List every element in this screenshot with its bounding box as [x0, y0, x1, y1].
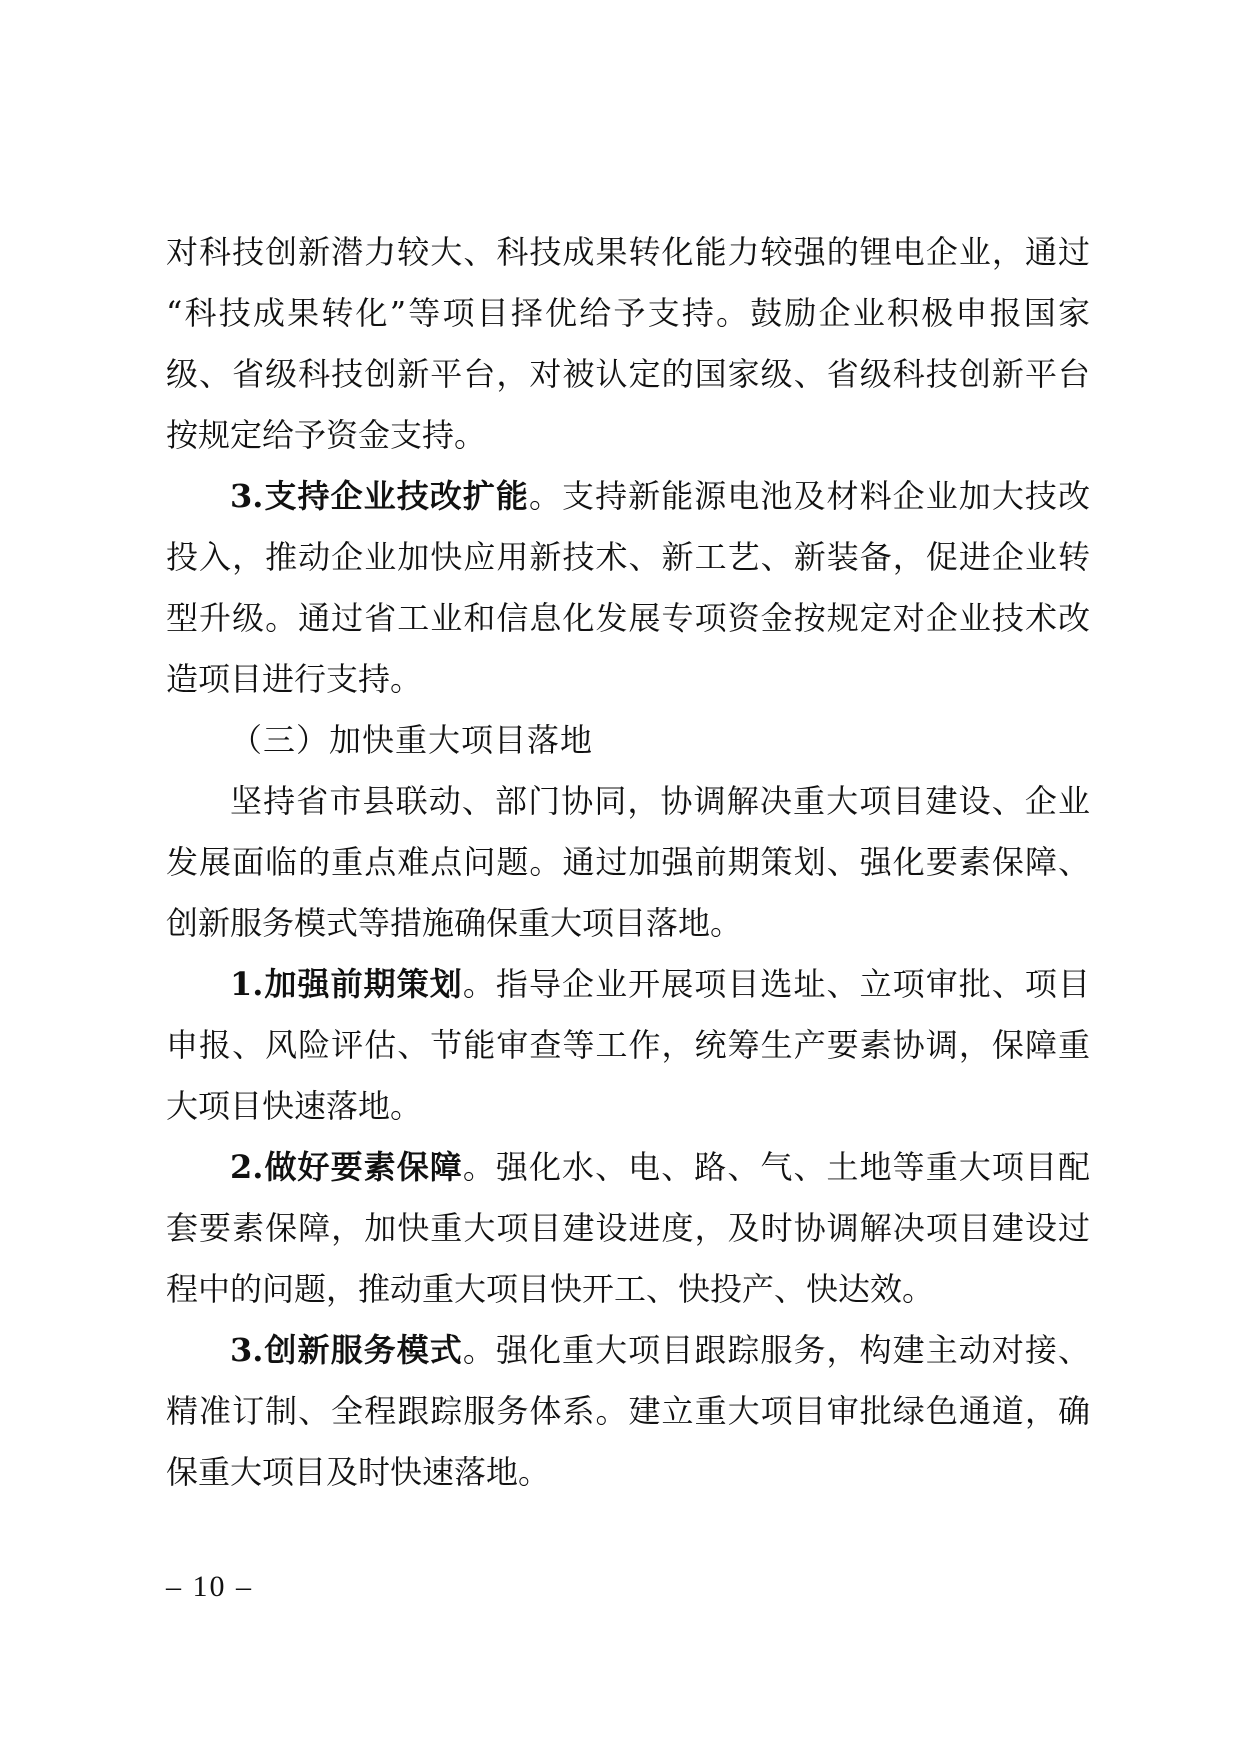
text-line: 按规定给予资金支持。	[166, 416, 487, 454]
text-line: “科技成果转化”等项目择优给予支持。鼓励企业积极申报国家	[166, 294, 1090, 332]
item-title: 3.支持企业技改扩能	[230, 477, 529, 515]
text-line: 精准订制、全程跟踪服务体系。建立重大项目审批绿色通道，确	[166, 1392, 1090, 1430]
section-heading-text: （三）加快重大项目落地	[230, 721, 594, 759]
item-title: 3.创新服务模式	[230, 1331, 463, 1369]
text-line: 投入，推动企业加快应用新技术、新工艺、新装备，促进企业转	[166, 538, 1090, 576]
text-line: 申报、风险评估、节能审查等工作，统筹生产要素协调，保障重	[166, 1026, 1090, 1064]
paragraph-planning	[166, 954, 1090, 1137]
text-line: 发展面临的重点难点问题。通过加强前期策划、强化要素保障、	[166, 843, 1090, 881]
text-line: 对科技创新潜力较大、科技成果转化能力较强的锂电企业，通过	[166, 233, 1090, 271]
paragraph-service-model	[166, 1320, 1090, 1503]
text-line: 程中的问题，推动重大项目快开工、快投产、快达效。	[166, 1270, 935, 1308]
item-text: 。强化重大项目跟踪服务，构建主动对接、	[462, 1331, 1090, 1369]
item-text: 。支持新能源电池及材料企业加大技改	[528, 477, 1090, 515]
text-line: 保重大项目及时快速落地。	[166, 1453, 551, 1491]
page-number: – 10 –	[166, 1570, 253, 1603]
text-line	[166, 466, 1090, 527]
item-title: 2.做好要素保障	[230, 1148, 463, 1186]
paragraph-tech-transfer	[166, 222, 1090, 466]
section-heading	[166, 710, 1090, 771]
text-line: 坚持省市县联动、部门协同，协调解决重大项目建设、企业	[230, 782, 1090, 820]
text-line	[166, 1320, 1090, 1381]
paragraph-tech-upgrade	[166, 466, 1090, 710]
text-line: 大项目快速落地。	[166, 1087, 423, 1125]
text-line	[166, 954, 1090, 1015]
paragraph-major-projects-intro	[166, 771, 1090, 954]
document-body	[166, 222, 1090, 1503]
text-line	[166, 1137, 1090, 1198]
paragraph-factor-guarantee	[166, 1137, 1090, 1320]
text-line: 型升级。通过省工业和信息化发展专项资金按规定对企业技术改	[166, 599, 1090, 637]
text-line: 造项目进行支持。	[166, 660, 423, 698]
item-title: 1.加强前期策划	[230, 965, 463, 1003]
item-text: 。强化水、电、路、气、土地等重大项目配	[462, 1148, 1090, 1186]
text-line: 创新服务模式等措施确保重大项目落地。	[166, 904, 743, 942]
text-line: 级、省级科技创新平台，对被认定的国家级、省级科技创新平台	[166, 355, 1090, 393]
item-text: 。指导企业开展项目选址、立项审批、项目	[462, 965, 1090, 1003]
text-line: 套要素保障，加快重大项目建设进度，及时协调解决项目建设过	[166, 1209, 1090, 1247]
